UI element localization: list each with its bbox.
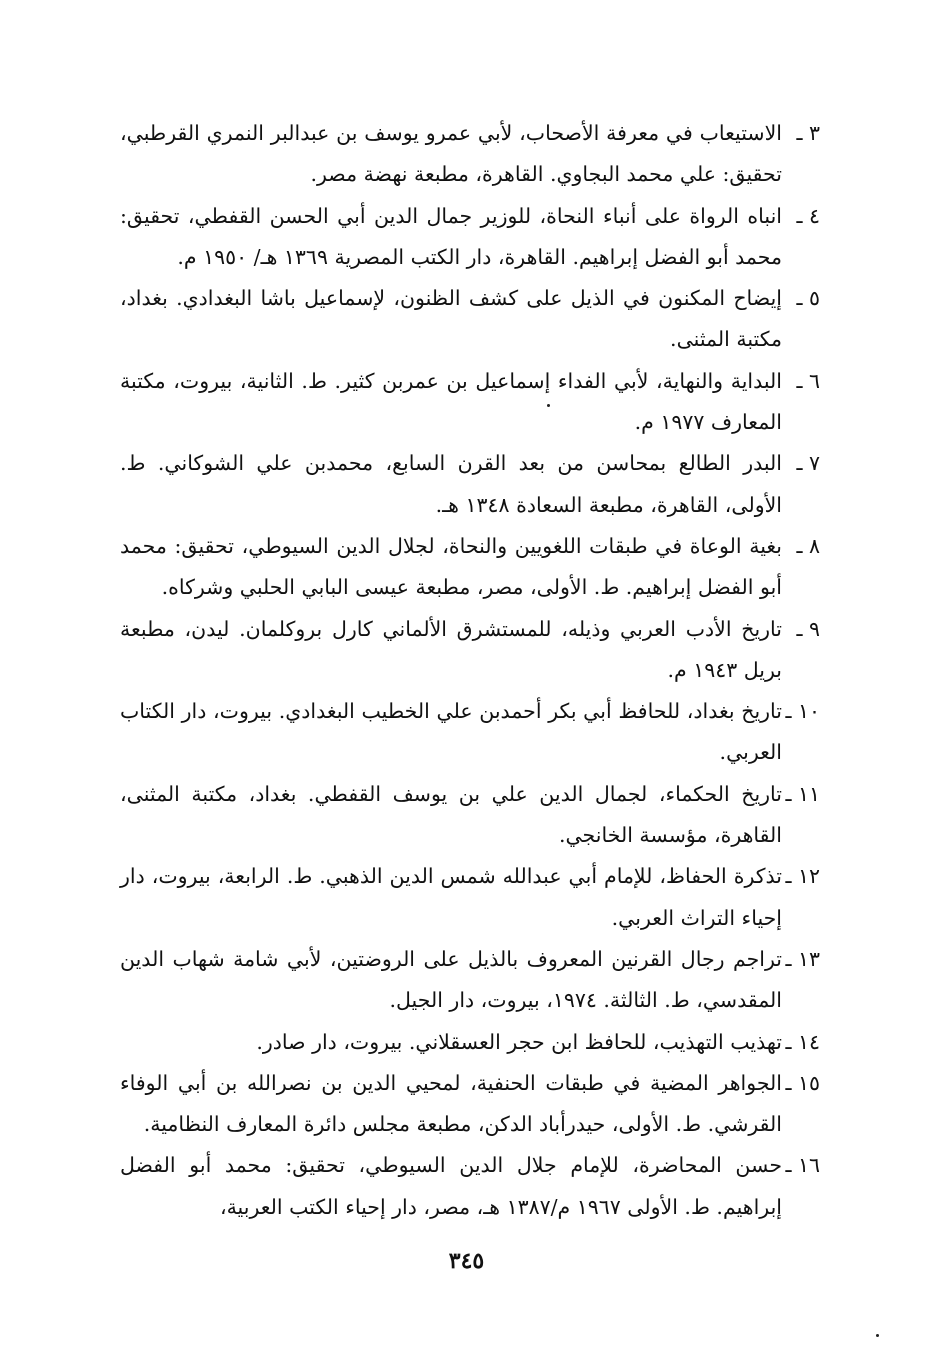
bibliography-entry	[120, 526, 820, 609]
scan-speck	[876, 1334, 879, 1337]
entry-text: البداية والنهاية، لأبي الفداء إسماعيل بن عمربن كثير. ط. الثانية، بيروت، مكتبة المعارف ١٩٧٧ م.	[120, 368, 782, 435]
entry-number: ١٤ ـ	[785, 1029, 820, 1054]
bibliography-entry	[120, 856, 820, 939]
bibliography-entry	[120, 1063, 820, 1146]
bibliography-entry	[120, 113, 820, 196]
entry-text: البدر الطالع بمحاسن من بعد القرن السابع، محمدبن علي الشوكاني. ط. الأولى، القاهرة، مطبعة السعادة ١٣٤٨ هـ.	[120, 451, 782, 517]
entry-text: إيضاح المكنون في الذيل على كشف الظنون، لإسماعيل باشا البغدادي. بغداد، مكتبة المثنى.	[120, 286, 782, 352]
bibliography-entry	[120, 361, 820, 444]
entry-text: تاريخ الأدب العربي وذيله، للمستشرق الألماني كارل بروكلمان. ليدن، مطبعة بريل ١٩٤٣ م.	[120, 616, 782, 682]
entry-number: ٧ ـ	[796, 451, 820, 476]
scan-speck	[547, 404, 550, 407]
entry-number: ٥ ـ	[796, 286, 820, 311]
entry-number: ١٢ ـ	[785, 864, 820, 889]
entry-text: تهذيب التهذيب، للحافظ ابن حجر العسقلاني. بيروت، دار صادر.	[256, 1029, 782, 1054]
entry-number: ١٠ ـ	[785, 699, 820, 724]
bibliography-entry	[120, 1145, 820, 1228]
entry-number: ٦ ـ	[796, 368, 820, 393]
bibliography-entry	[120, 443, 820, 526]
entry-number: ١٣ ـ	[785, 946, 820, 971]
bibliography-entry	[120, 278, 820, 361]
entry-number: ٣ ـ	[796, 121, 820, 145]
bibliography-list	[120, 113, 820, 1228]
entry-number: ١٦ ـ	[785, 1153, 820, 1178]
entry-text: حسن المحاضرة، للإمام جلال الدين السيوطي، تحقيق: محمد أبو الفضل إبراهيم. ط. الأولى ١٩٦٧ م/١٣٨٧ هـ، مصر، دار إحياء الكتب العربية،	[120, 1153, 782, 1219]
entry-number: ١١ ـ	[785, 781, 820, 806]
entry-text: تاريخ الحكماء، لجمال الدين علي بن يوسف القفطي. بغداد، مكتبة المثنى، القاهرة، مؤسسة الخانجي.	[120, 781, 782, 848]
bibliography-entry	[120, 691, 820, 774]
bibliography-entry	[120, 196, 820, 279]
entry-number: ١٥ ـ	[785, 1070, 820, 1095]
entry-text: تذكرة الحفاظ، للإمام أبي عبدالله شمس الدين الذهبي. ط. الرابعة، بيروت، دار إحياء التراث العربي.	[120, 864, 782, 930]
entry-number: ٨ ـ	[796, 533, 820, 558]
bibliography-entry	[120, 939, 820, 1022]
entry-text: انباه الرواة على أنباء النحاة، للوزير جمال الدين أبي الحسن القفطي، تحقيق: محمد أبو الفضل إبراهيم. القاهرة، دار الكتب المصرية ١٣٦٩ هـ/ ١٩٥٠ م.	[120, 203, 782, 269]
entry-text: تراجم رجال القرنين المعروف بالذيل على الروضتين، لأبي شامة شهاب الدين المقدسي، ط. الثالثة. ١٩٧٤، بيروت، دار الجيل.	[120, 946, 782, 1013]
entry-text: الاستيعاب في معرفة الأصحاب، لأبي عمرو يوسف بن عبدالبر النمري القرطبي، تحقيق: علي محمد البجاوي. القاهرة، مطبعة نهضة مصر.	[120, 121, 782, 187]
bibliography-entry	[120, 1022, 820, 1063]
entry-number: ٤ ـ	[796, 203, 820, 228]
entry-text: تاريخ بغداد، للحافظ أبي بكر أحمدبن علي الخطيب البغدادي. بيروت، دار الكتاب العربي.	[120, 699, 782, 765]
bibliography-entry	[120, 609, 820, 692]
bibliography-entry	[120, 774, 820, 857]
entry-number: ٩ ـ	[796, 616, 820, 641]
page-number: ٣٤٥	[448, 1248, 485, 1274]
entry-text: بغية الوعاة في طبقات اللغويين والنحاة، لجلال الدين السيوطي، تحقيق: محمد أبو الفضل إبراهيم. ط. الأولى، مصر، مطبعة عيسى البابي الحلبي وشركاه.	[120, 533, 782, 600]
entry-text: الجواهر المضية في طبقات الحنفية، لمحيي الدين بن نصرالله بن أبي الوفاء القرشي. ط. الأولى، حيدرأباد الدكن، مطبعة مجلس دائرة المعارف النظامية.	[120, 1070, 782, 1137]
